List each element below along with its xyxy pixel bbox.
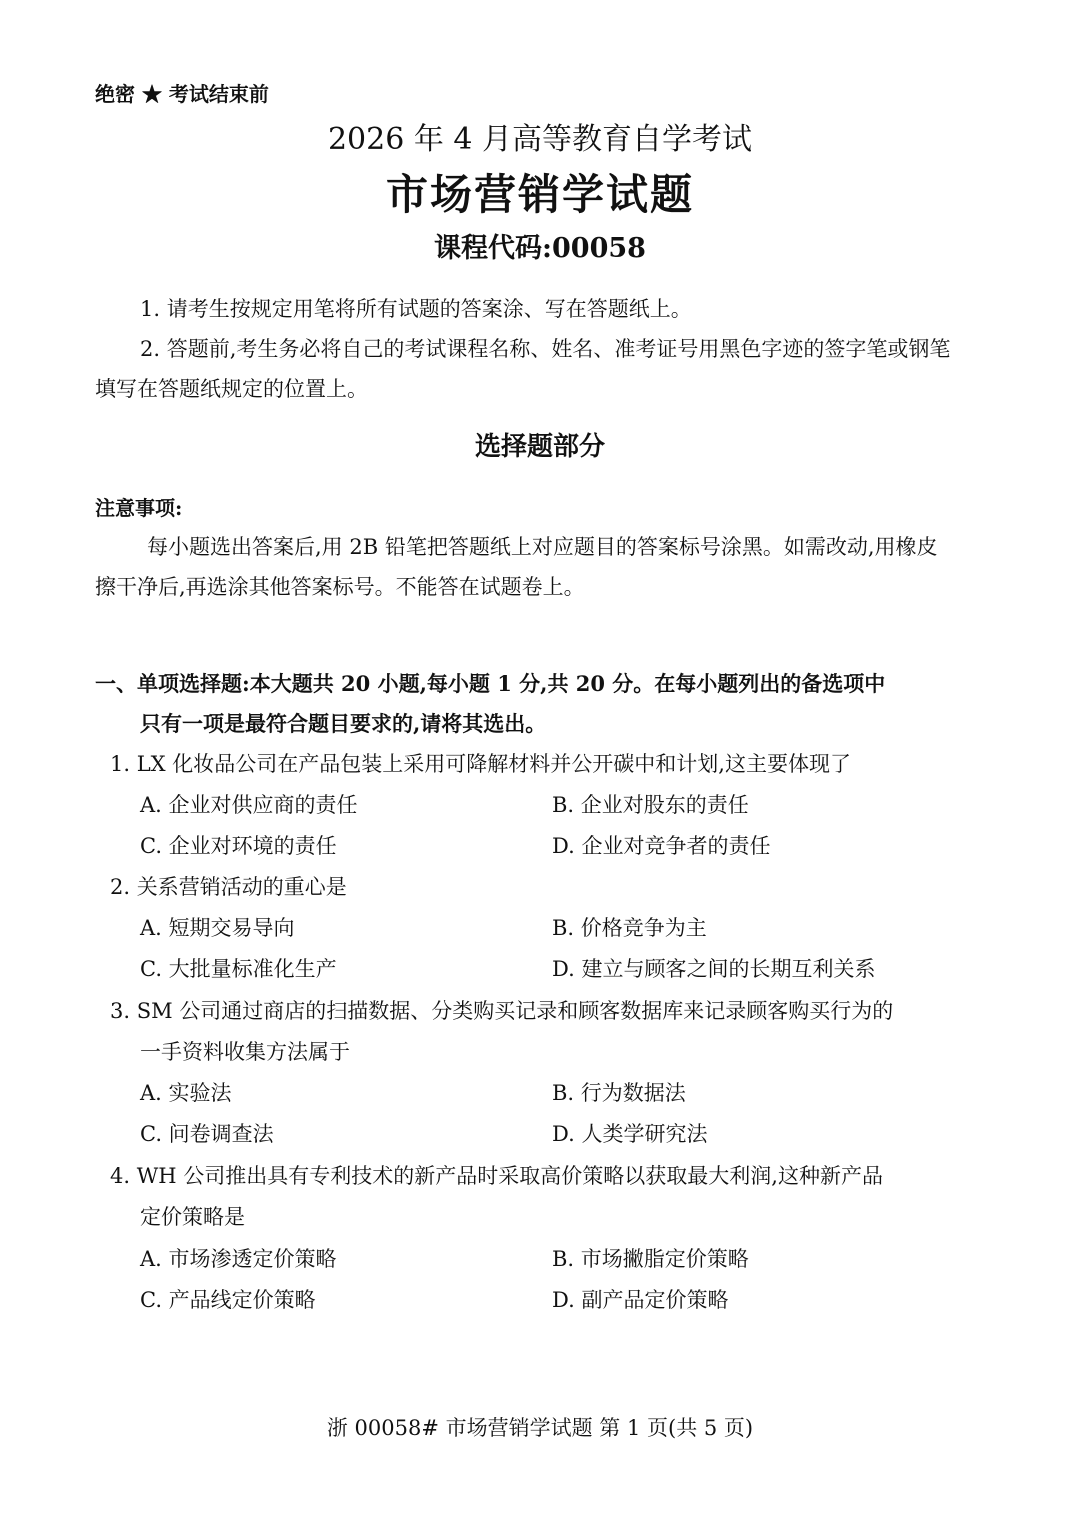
question-2-option-d: D. 建立与顾客之间的长期互利关系 — [552, 957, 876, 981]
notes-heading: 注意事项: — [95, 496, 183, 520]
instruction-1: 1. 请考生按规定用笔将所有试题的答案涂、写在答题纸上。 — [140, 297, 692, 321]
question-3-option-c: C. 问卷调查法 — [140, 1122, 274, 1146]
course-code: 课程代码:00058 — [434, 233, 646, 264]
question-1-option-b: B. 企业对股东的责任 — [552, 793, 749, 817]
question-4-option-d: D. 副产品定价策略 — [552, 1288, 729, 1312]
question-4-stem-cont: 定价策略是 — [140, 1205, 245, 1229]
confidential-label: 绝密 ★ 考试结束前 — [95, 82, 269, 106]
question-1-stem: 1. LX 化妆品公司在产品包装上采用可降解材料并公开碳中和计划,这主要体现了 — [110, 752, 851, 776]
instruction-2: 2. 答题前,考生务必将自己的考试课程名称、姓名、准考证号用黑色字迹的签字笔或钢笔 — [140, 337, 951, 361]
question-4-option-a: A. 市场渗透定价策略 — [140, 1247, 337, 1271]
question-1-option-d: D. 企业对竞争者的责任 — [552, 834, 771, 858]
part1-heading: 一、单项选择题:本大题共 20 小题,每小题 1 分,共 20 分。在每小题列出的备选项中 — [95, 671, 886, 696]
question-2-option-b: B. 价格竞争为主 — [552, 916, 707, 940]
question-3-stem: 3. SM 公司通过商店的扫描数据、分类购买记录和顾客数据库来记录顾客购买行为的 — [110, 999, 894, 1023]
question-3-option-a: A. 实验法 — [140, 1081, 232, 1105]
page-footer: 浙 00058# 市场营销学试题 第 1 页(共 5 页) — [326, 1416, 754, 1440]
question-4-option-b: B. 市场撇脂定价策略 — [552, 1247, 749, 1271]
question-3-option-d: D. 人类学研究法 — [552, 1122, 708, 1146]
question-1-option-a: A. 企业对供应商的责任 — [140, 793, 358, 817]
question-2-stem: 2. 关系营销活动的重心是 — [110, 875, 347, 899]
notes-line-1: 每小题选出答案后,用 2B 铅笔把答题纸上对应题目的答案标号涂黑。如需改动,用橡皮 — [147, 535, 938, 559]
question-3-option-b: B. 行为数据法 — [552, 1081, 686, 1105]
question-1-option-c: C. 企业对环境的责任 — [140, 834, 337, 858]
part1-heading-cont: 只有一项是最符合题目要求的,请将其选出。 — [140, 711, 547, 736]
question-2-option-a: A. 短期交易导向 — [140, 916, 295, 940]
subject-title: 市场营销学试题 — [385, 170, 694, 219]
question-4-option-c: C. 产品线定价策略 — [140, 1288, 316, 1312]
question-2-option-c: C. 大批量标准化生产 — [140, 957, 337, 981]
exam-title: 2026 年 4 月高等教育自学考试 — [327, 122, 753, 157]
instruction-2-cont: 填写在答题纸规定的位置上。 — [95, 377, 368, 401]
question-3-stem-cont: 一手资料收集方法属于 — [140, 1040, 350, 1064]
notes-line-2: 擦干净后,再选涂其他答案标号。不能答在试题卷上。 — [95, 575, 585, 599]
section-title: 选择题部分 — [474, 432, 605, 462]
question-4-stem: 4. WH 公司推出具有专利技术的新产品时采取高价策略以获取最大利润,这种新产品 — [110, 1164, 883, 1188]
